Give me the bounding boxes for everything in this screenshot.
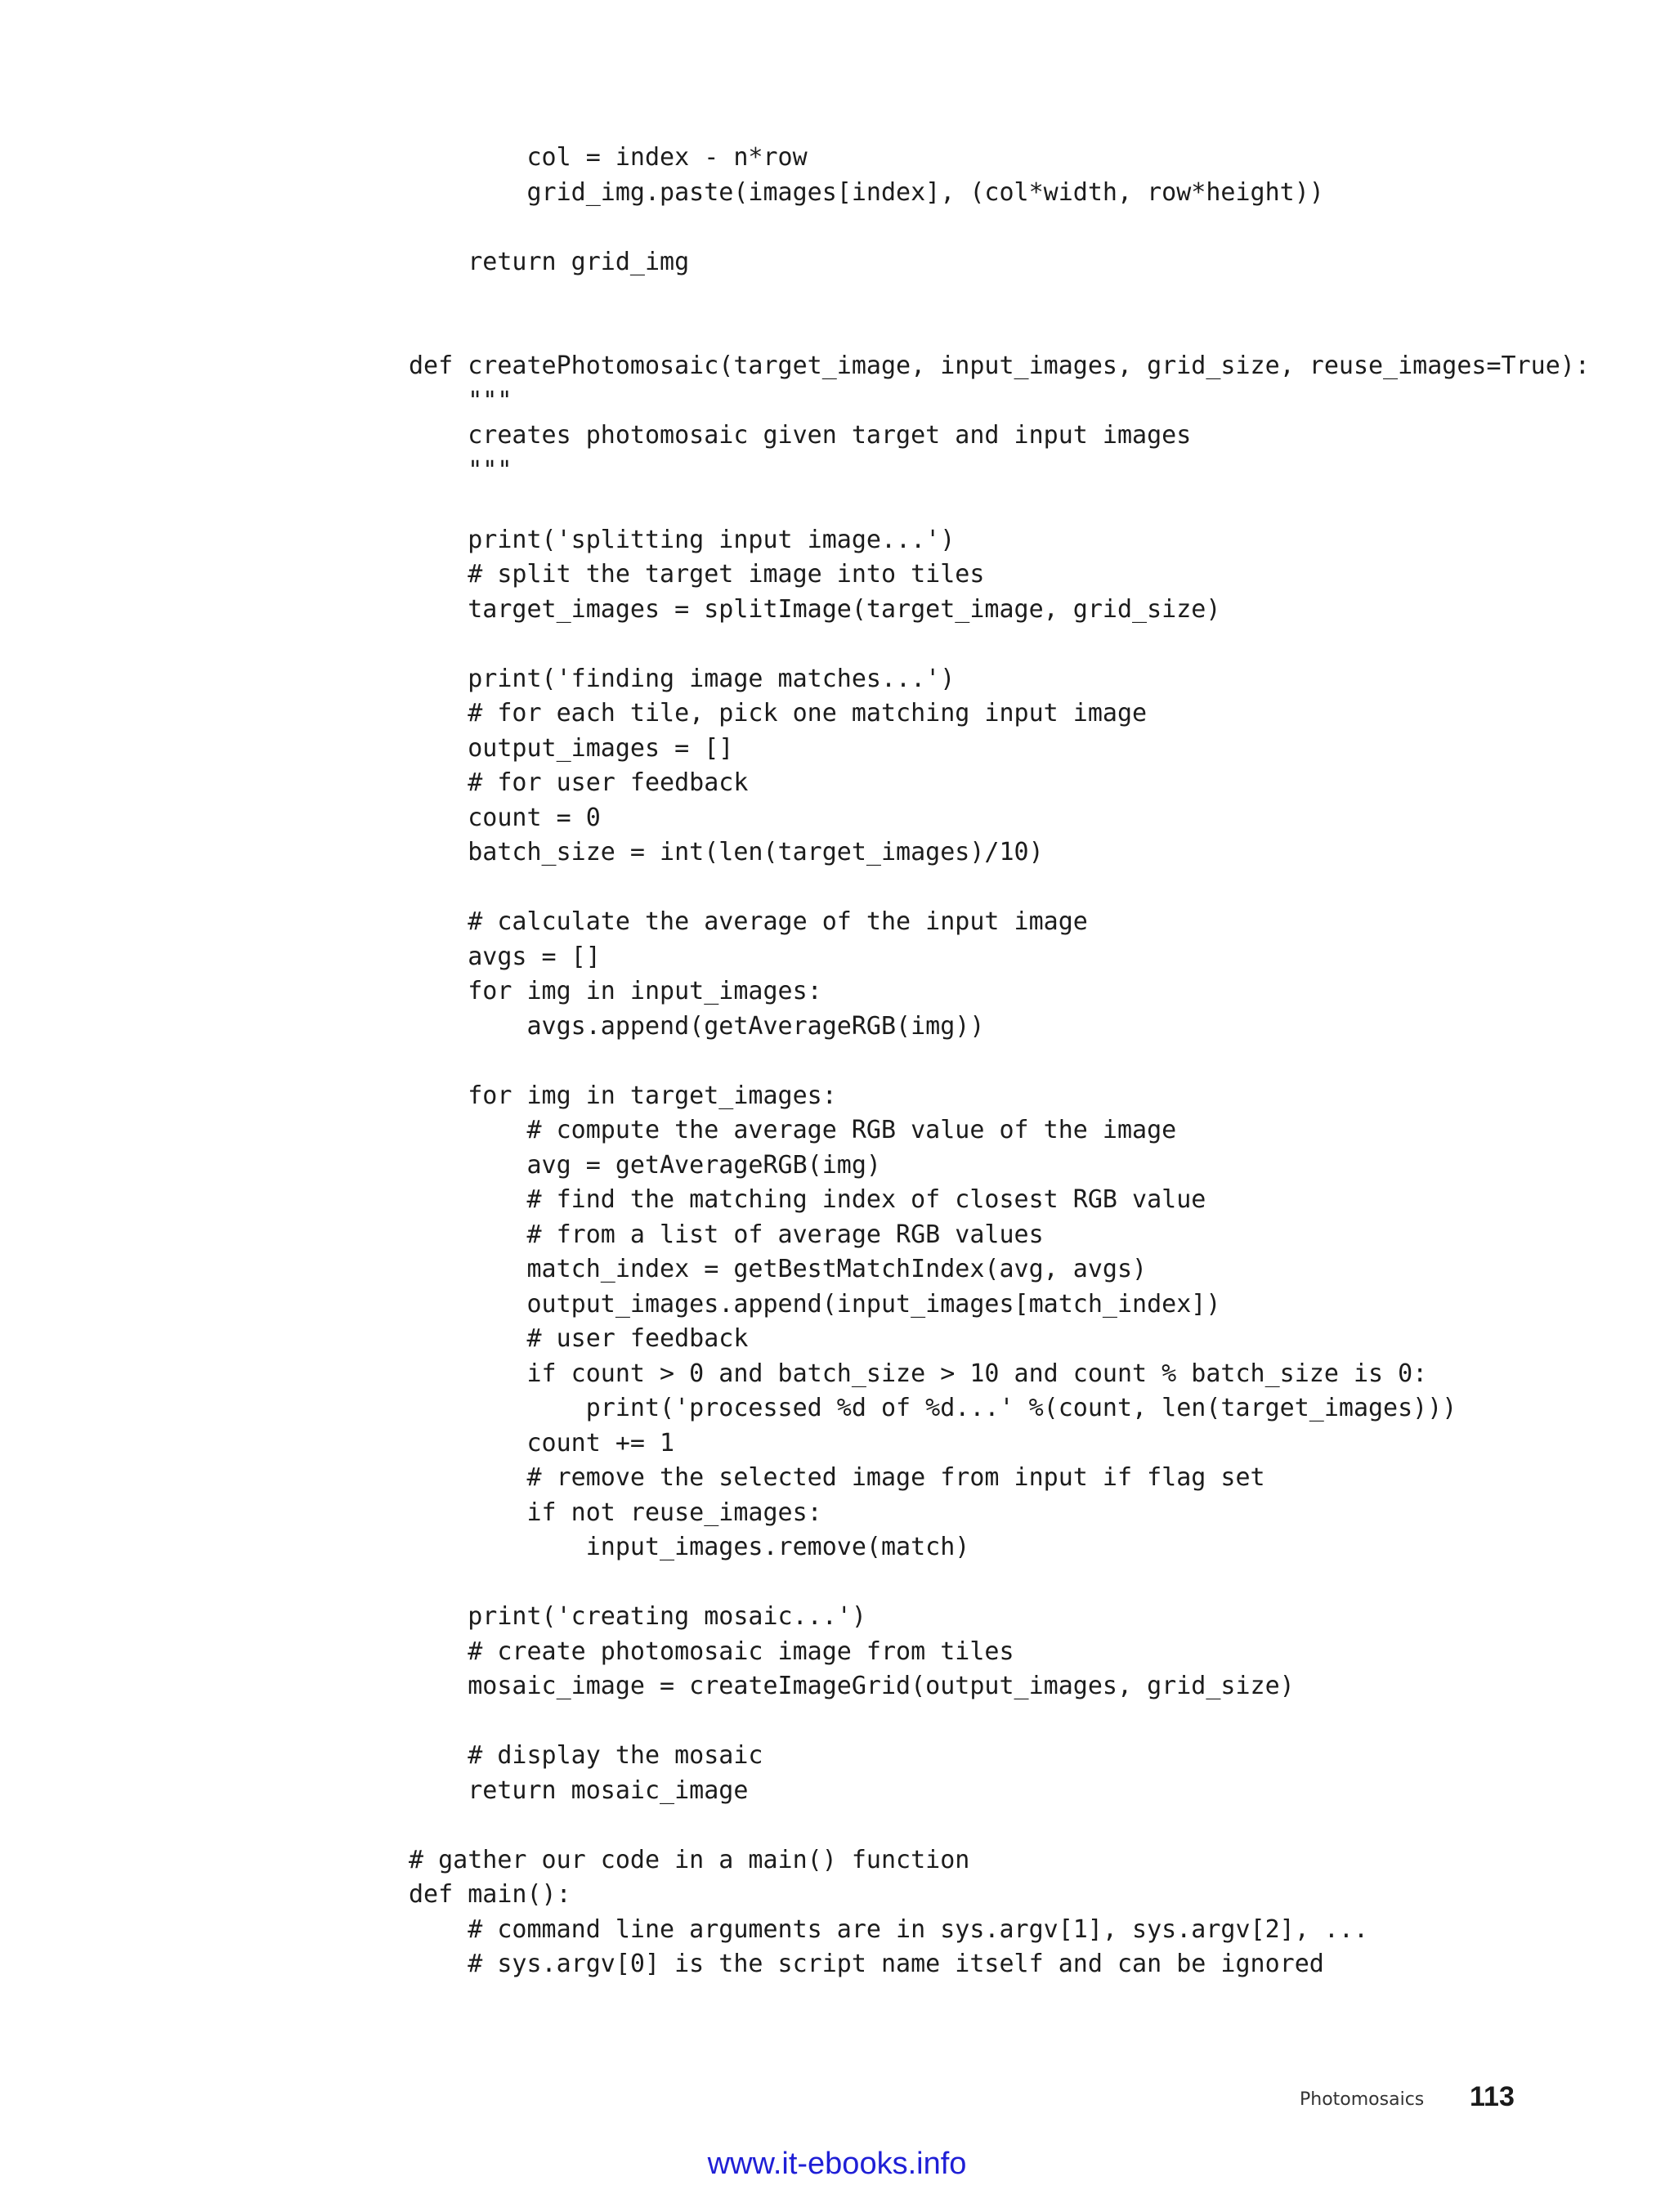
code-line: output_images = []: [409, 733, 734, 763]
code-line: print('finding image matches...'): [409, 664, 956, 693]
code-line: """: [409, 455, 512, 485]
code-line: batch_size = int(len(target_images)/10): [409, 838, 1044, 866]
code-line: [409, 1704, 1590, 1740]
code-line: avgs = []: [409, 942, 601, 971]
code-line: # command line arguments are in sys.argv[1], sys.argv[2], ...: [409, 1914, 1368, 1944]
code-line: if not reuse_images:: [409, 1498, 822, 1527]
code-line: # sys.argv[0] is the script name itself and can be ignored: [409, 1950, 1324, 1978]
code-line: print('creating mosaic...'): [409, 1602, 866, 1631]
code-line: [409, 1808, 1590, 1843]
code-line: return mosaic_image: [409, 1775, 749, 1805]
code-line: input_images.remove(match): [409, 1533, 970, 1561]
code-line: # gather our code in a main() function: [409, 1845, 970, 1874]
code-line: def main():: [409, 1880, 571, 1909]
code-line: for img in input_images:: [409, 977, 822, 1005]
code-line: print('splitting input image...'): [409, 525, 956, 554]
code-line: print('processed %d of %d...' %(count, len(target_images))): [409, 1394, 1457, 1422]
code-line: # for user feedback: [409, 768, 749, 797]
code-line: def createPhotomosaic(target_image, input_images, grid_size, reuse_images=True):: [409, 352, 1590, 380]
code-line: # user feedback: [409, 1324, 749, 1353]
code-line: if count > 0 and batch_size > 10 and count % batch_size is 0:: [409, 1359, 1428, 1388]
code-line: for img in target_images:: [409, 1081, 837, 1110]
code-line: return grid_img: [409, 247, 690, 276]
code-line: """: [409, 386, 512, 415]
code-line: [409, 871, 1590, 906]
code-line: avg = getAverageRGB(img): [409, 1150, 881, 1180]
page-number: 113: [1470, 2081, 1515, 2112]
code-line: target_images = splitImage(target_image, grid_size): [409, 594, 1221, 624]
code-line: match_index = getBestMatchIndex(avg, avgs): [409, 1255, 1148, 1283]
code-line: # for each tile, pick one matching input image: [409, 699, 1148, 728]
code-line: [409, 280, 1590, 315]
code-line: [409, 210, 1590, 245]
code-line: output_images.append(input_images[match_index]): [409, 1289, 1221, 1319]
code-line: # create photomosaic image from tiles: [409, 1637, 1014, 1666]
code-line: [409, 1044, 1590, 1079]
code-line: col = index - n*row: [409, 143, 808, 172]
code-line: # from a list of average RGB values: [409, 1220, 1044, 1249]
code-line: grid_img.paste(images[index], (col*width, row*height)): [409, 177, 1324, 207]
code-listing: [409, 141, 1590, 1982]
code-line: [409, 488, 1590, 523]
code-line: [409, 1565, 1590, 1601]
code-line: # find the matching index of closest RGB value: [409, 1185, 1206, 1214]
code-line: count = 0: [409, 803, 601, 832]
code-line: [409, 627, 1590, 662]
code-line: avgs.append(getAverageRGB(img)): [409, 1011, 985, 1041]
code-line: mosaic_image = createImageGrid(output_images, grid_size): [409, 1672, 1295, 1700]
code-line: # split the target image into tiles: [409, 560, 985, 589]
running-footer-section: Photomosaics: [1300, 2089, 1425, 2110]
code-line: count += 1: [409, 1428, 675, 1458]
code-line: [409, 315, 1590, 350]
code-line: # compute the average RGB value of the image: [409, 1116, 1177, 1144]
code-line: creates photomosaic given target and input images: [409, 421, 1192, 450]
code-line: # remove the selected image from input if flag set: [409, 1463, 1265, 1492]
code-line: # display the mosaic: [409, 1741, 763, 1770]
code-line: # calculate the average of the input image: [409, 907, 1088, 936]
watermark-link[interactable]: www.it-ebooks.info: [707, 2147, 967, 2181]
